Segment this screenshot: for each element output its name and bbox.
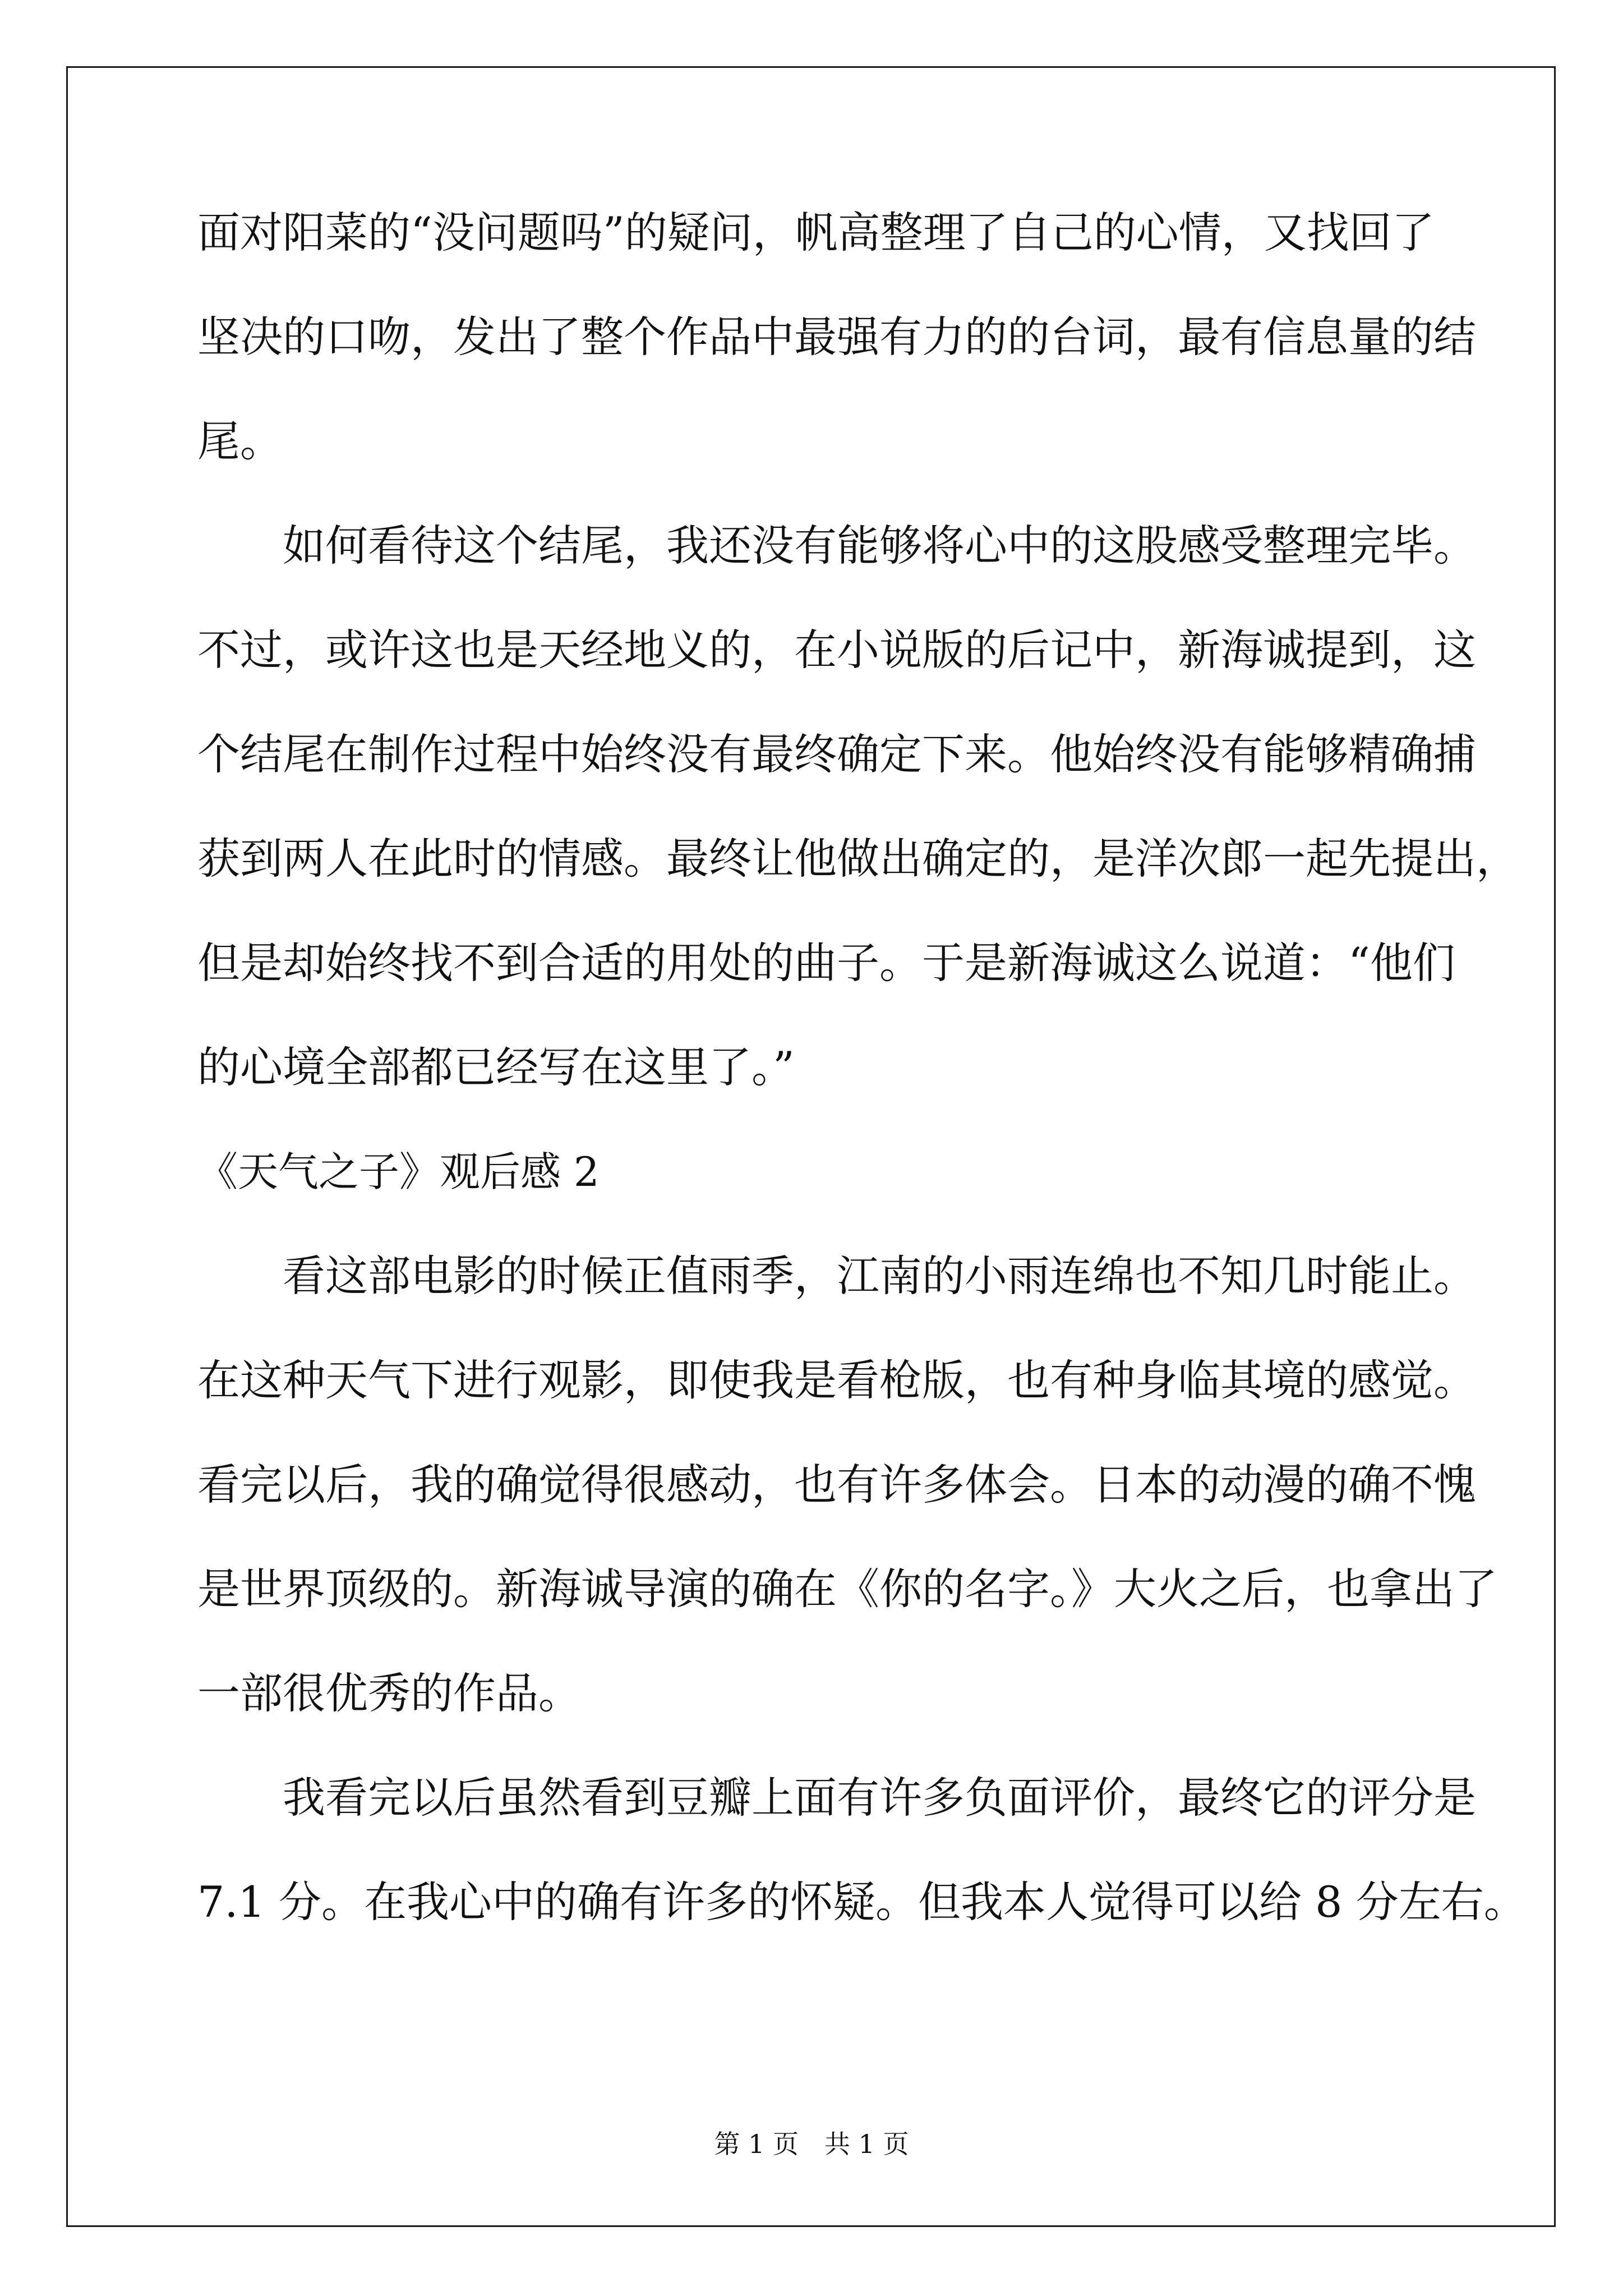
text-line: 一部很优秀的作品。 xyxy=(197,1668,581,1718)
text-line: 我看完以后虽然看到豆瓣上面有许多负面评价，最终它的评分是 xyxy=(283,1773,1476,1823)
text-line: 坚决的口吻，发出了整个作品中最强有力的的台词，最有信息量的结 xyxy=(197,312,1476,362)
text-line: 7.1 分。在我心中的确有许多的怀疑。但我本人觉得可以给 8 分左右。 xyxy=(197,1877,1527,1927)
section-review-1 xyxy=(197,202,1519,1141)
text-line: 获到两人在此时的情感。最终让他做出确定的，是洋次郎一起先提出， xyxy=(197,834,1519,884)
text-line: 尾。 xyxy=(197,416,283,466)
page-number-footer: 第 1 页 共 1 页 xyxy=(714,2129,909,2159)
text-line: 如何看待这个结尾，我还没有能够将心中的这股感受整理完毕。 xyxy=(283,521,1476,570)
text-line: 看这部电影的时候正值雨季，江南的小雨连绵也不知几时能止。 xyxy=(283,1251,1476,1301)
text-line: 在这种天气下进行观影，即使我是看枪版，也有种身临其境的感觉。 xyxy=(197,1355,1476,1405)
text-line: 但是却始终找不到合适的用处的曲子。于是新海诚这么说道：“他们 xyxy=(197,938,1455,988)
text-line: 不过，或许这也是天经地义的，在小说版的后记中，新海诚提到，这 xyxy=(197,625,1476,675)
text-line: 个结尾在制作过程中始终没有最终确定下来。他始终没有能够精确捕 xyxy=(197,729,1476,779)
document-body xyxy=(197,202,1527,1976)
text-line: 的心境全部都已经写在这里了。” xyxy=(197,1042,795,1092)
section-review-2 xyxy=(197,1245,1527,1976)
text-line: 看完以后，我的确觉得很感动，也有许多体会。日本的动漫的确不愧 xyxy=(197,1460,1476,1510)
text-line: 面对阳菜的“没问题吗”的疑问，帆高整理了自己的心情，又找回了 xyxy=(197,208,1435,257)
text-line: 是世界顶级的。新海诚导演的确在《你的名字。》大火之后，也拿出了 xyxy=(197,1564,1497,1614)
section-heading: 《天气之子》观后感 2 xyxy=(197,1148,600,1195)
